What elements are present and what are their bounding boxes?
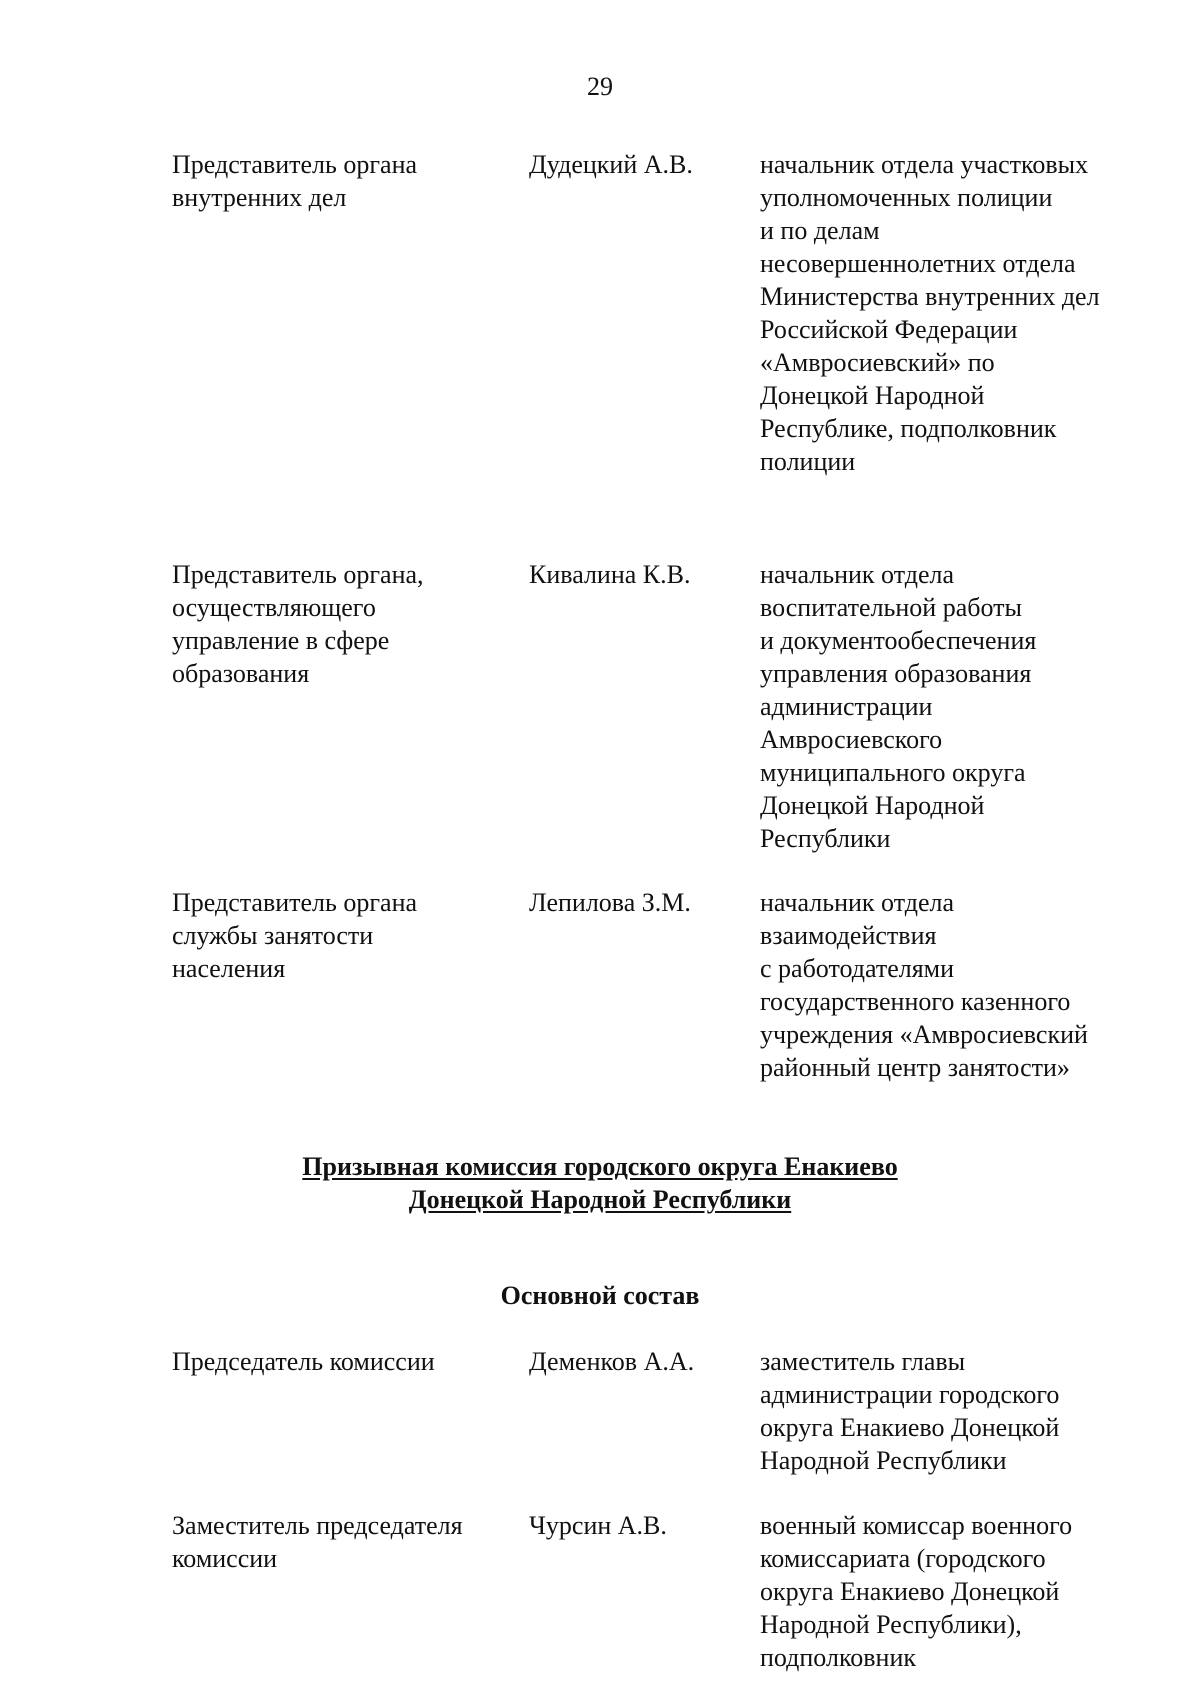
member-position	[760, 1345, 1160, 1477]
role-line: управление в сфере	[172, 626, 390, 655]
position-line: Народной Республики	[760, 1446, 1007, 1475]
position-line: Министерства внутренних дел	[760, 282, 1100, 311]
position-line: администрации городского	[760, 1380, 1060, 1409]
member-name: Лепилова З.М.	[529, 888, 691, 917]
position-line: Донецкой Народной	[760, 381, 985, 410]
member-role	[172, 1345, 512, 1378]
member-position	[760, 1509, 1160, 1674]
position-line: начальник отдела	[760, 560, 955, 589]
role-line: комиссии	[172, 1544, 278, 1573]
page-number: 29	[587, 72, 613, 101]
position-line: военный комиссар военного	[760, 1511, 1073, 1540]
member-name: Кивалина К.В.	[529, 560, 691, 589]
role-line: образования	[172, 659, 310, 688]
member-name: Чурсин А.В.	[529, 1511, 667, 1540]
position-line: Народной Республики),	[760, 1610, 1022, 1639]
position-line: начальник отдела	[760, 888, 955, 917]
position-line: Амвросиевского	[760, 725, 943, 754]
position-line: воспитательной работы	[760, 593, 1022, 622]
role-line: осуществляющего	[172, 593, 376, 622]
position-line: и по делам	[760, 216, 880, 245]
position-line: взаимодействия	[760, 921, 937, 950]
position-line: с работодателями	[760, 954, 955, 983]
position-line: муниципального округа	[760, 758, 1026, 787]
position-line: Республики	[760, 824, 891, 853]
position-line: уполномоченных полиции	[760, 183, 1053, 212]
position-line: Российской Федерации	[760, 315, 1018, 344]
role-line: Представитель органа	[172, 150, 418, 179]
position-line: начальник отдела участковых	[760, 150, 1089, 179]
commission-heading	[0, 1150, 1200, 1216]
position-line: полиции	[760, 447, 856, 476]
member-name: Дудецкий А.В.	[529, 150, 693, 179]
position-line: и документообеспечения	[760, 626, 1037, 655]
member-position	[760, 148, 1160, 478]
role-line: внутренних дел	[172, 183, 347, 212]
member-role	[172, 558, 512, 690]
member-role	[172, 886, 512, 985]
position-line: подполковник	[760, 1643, 916, 1672]
position-line: округа Енакиево Донецкой	[760, 1577, 1060, 1606]
position-line: Республике, подполковник	[760, 414, 1057, 443]
role-line: Представитель органа,	[172, 560, 424, 589]
position-line: несовершеннолетних отдела	[760, 249, 1076, 278]
position-line: заместитель главы	[760, 1347, 966, 1376]
role-line: службы занятости	[172, 921, 374, 950]
position-line: районный центр занятости»	[760, 1053, 1070, 1082]
position-line: управления образования	[760, 659, 1032, 688]
position-line: Донецкой Народной	[760, 791, 985, 820]
position-line: учреждения «Амвросиевский	[760, 1020, 1088, 1049]
member-role	[172, 1509, 512, 1575]
member-position	[760, 558, 1160, 855]
position-line: администрации	[760, 692, 933, 721]
composition-heading: Основной состав	[500, 1281, 700, 1310]
member-position	[760, 886, 1160, 1084]
role-line: Представитель органа	[172, 888, 418, 917]
position-line: округа Енакиево Донецкой	[760, 1413, 1060, 1442]
position-line: комиссариата (городского	[760, 1544, 1046, 1573]
role-line: Председатель комиссии	[172, 1347, 435, 1376]
member-role	[172, 148, 512, 214]
role-line: Заместитель председателя	[172, 1511, 463, 1540]
position-line: государственного казенного	[760, 987, 1071, 1016]
position-line: «Амвросиевский» по	[760, 348, 995, 377]
role-line: населения	[172, 954, 286, 983]
commission-heading-line: Призывная комиссия городского округа Енакиево	[302, 1152, 898, 1181]
commission-heading-line: Донецкой Народной Республики	[408, 1185, 792, 1214]
member-name: Деменков А.А.	[529, 1347, 695, 1376]
